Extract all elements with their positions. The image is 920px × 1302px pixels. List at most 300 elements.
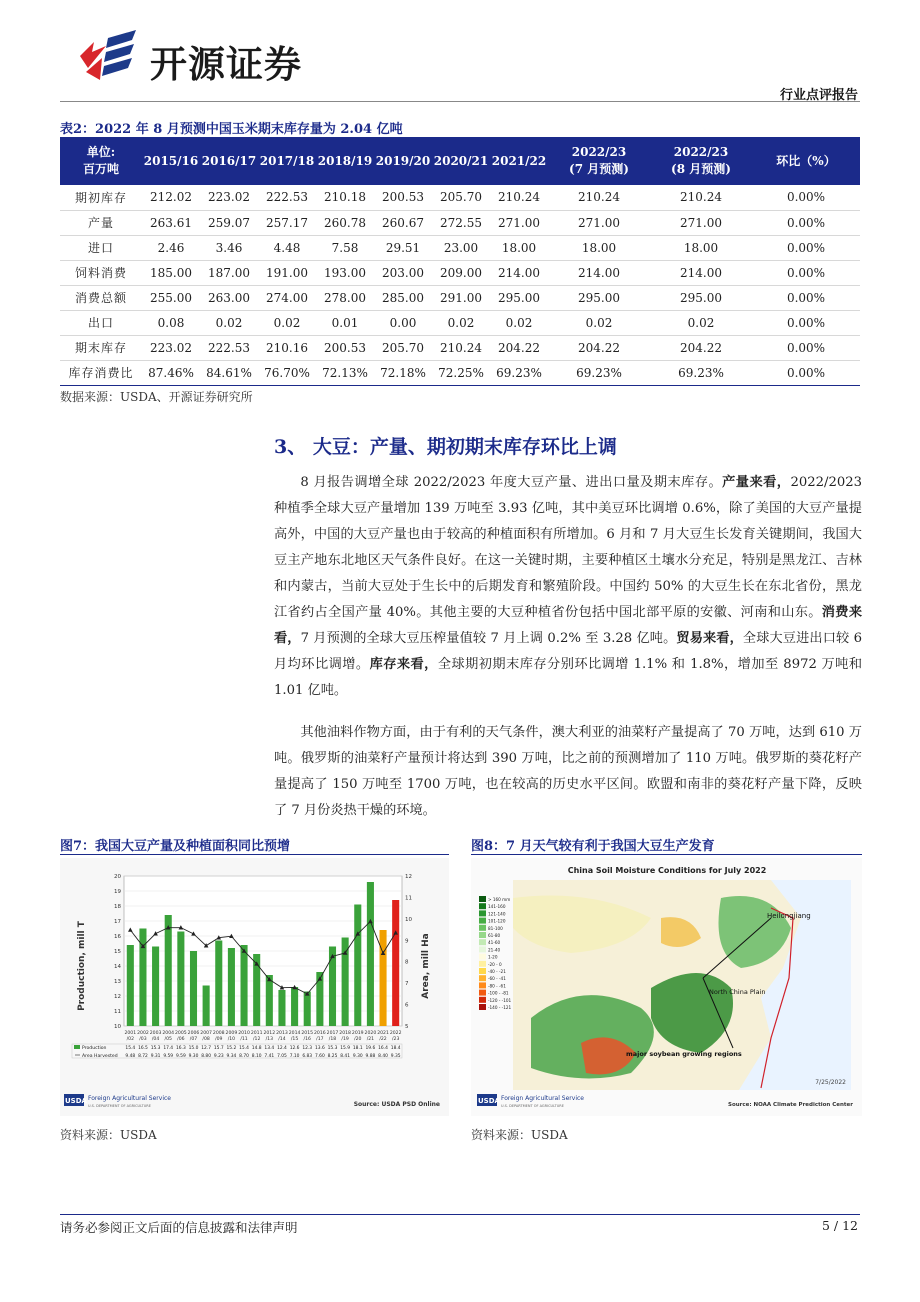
figure8-top-rule — [471, 854, 862, 855]
production-value-label: 13.6 — [314, 1046, 325, 1051]
projection-august-header: 2022/23 (8 月预测) — [671, 145, 731, 176]
agency-subtitle: U.S. DEPARTMENT OF AGRICULTURE — [88, 1104, 151, 1108]
legend-label: -60 - -41 — [488, 976, 506, 982]
table-cell: 210.24 — [548, 185, 650, 210]
table-cell: 205.70 — [432, 185, 490, 210]
legend-label: 81-100 — [488, 925, 503, 931]
table-cell: 69.23% — [650, 360, 752, 385]
production-bar — [165, 915, 172, 1026]
table-cell: 257.17 — [258, 210, 316, 235]
company-logo-icon — [78, 28, 140, 84]
y-tick-label: 11 — [114, 1009, 121, 1015]
production-bar — [228, 948, 235, 1026]
table-cell: 0.00% — [752, 185, 860, 210]
column-header: 2020/21 — [433, 153, 489, 168]
legend-swatch — [479, 918, 486, 924]
table-cell: 210.24 — [490, 185, 548, 210]
table-cell: 222.53 — [258, 185, 316, 210]
table-cell: 2.46 — [142, 235, 200, 260]
production-value-label: 15.2 — [226, 1046, 237, 1051]
x-tick-label: 2021 — [377, 1031, 389, 1036]
production-value-label: 15.4 — [239, 1046, 249, 1051]
table-cell: 274.00 — [258, 285, 316, 310]
table-cell: 7.58 — [316, 235, 374, 260]
table-cell: 18.00 — [650, 235, 752, 260]
x-tick-label: /04 — [151, 1037, 160, 1042]
area-value-label: 8.80 — [201, 1054, 212, 1059]
legend-label: 101-120 — [488, 918, 506, 924]
table-cell: 204.22 — [650, 335, 752, 360]
y-axis-label: Production, mill T — [77, 921, 87, 1011]
table-cell: 4.48 — [258, 235, 316, 260]
area-value-label: 9.34 — [226, 1054, 237, 1059]
production-value-label: 12.4 — [277, 1046, 287, 1051]
area-value-label: 9.88 — [365, 1054, 376, 1059]
paragraph-other-oilseeds: 其他油料作物方面，由于有利的天气条件，澳大利亚的油菜籽产量提高了 70 万吨，达到 610 万吨。俄罗斯的油菜籽产量预计将达到 390 万吨，比之前的预测增加了 110 万吨。俄罗斯的葵花籽产量提高了 150 万吨至 1700 万吨，也在较高的历史水平区间。欧盟和南非的葵花籽产量下降，反映了 7 月份炎热干燥的环境。 — [274, 725, 862, 818]
table-cell: 295.00 — [548, 285, 650, 310]
legend-swatch — [479, 997, 486, 1003]
table-cell: 191.00 — [258, 260, 316, 285]
legend-swatch — [479, 1004, 486, 1010]
x-tick-label: 2019 — [351, 1031, 364, 1036]
table-cell: 18.00 — [548, 235, 650, 260]
table-cell: 295.00 — [490, 285, 548, 310]
projection-july-header: 2022/23 (7 月预测) — [569, 145, 629, 176]
table-cell: 271.00 — [548, 210, 650, 235]
page-number: 5 / 12 — [821, 1218, 858, 1233]
table-cell: 187.00 — [200, 260, 258, 285]
table-cell: 0.01 — [316, 310, 374, 335]
row-label: 期初库存 — [60, 185, 142, 210]
production-value-label: 18.4 — [390, 1046, 401, 1051]
table-cell: 0.02 — [432, 310, 490, 335]
x-tick-label: /22 — [379, 1037, 387, 1042]
production-value-label: 17.4 — [163, 1046, 174, 1051]
x-tick-label: /21 — [366, 1037, 375, 1042]
column-header: 2021/22 — [491, 153, 547, 168]
row-label: 出口 — [60, 310, 142, 335]
figure7-box — [60, 858, 449, 1116]
table-cell: 210.24 — [650, 185, 752, 210]
table-cell: 203.00 — [374, 260, 432, 285]
table-row — [60, 235, 860, 260]
legend-swatch — [479, 946, 486, 952]
y2-tick-label: 9 — [405, 938, 409, 945]
svg-text:USDA: USDA — [65, 1097, 87, 1105]
table-row — [60, 285, 860, 310]
figure8-source: 资料来源：USDA — [471, 1128, 568, 1142]
legend-swatch — [479, 975, 486, 981]
table-cell: 69.23% — [490, 360, 548, 385]
area-value-label: 7.41 — [264, 1054, 275, 1059]
y-tick-label: 19 — [114, 889, 121, 895]
table-cell: 72.25% — [432, 360, 490, 385]
table-cell: 272.55 — [432, 210, 490, 235]
x-tick-label: 2005 — [175, 1031, 187, 1036]
legend-label: 1-20 — [488, 954, 498, 960]
map-title: China Soil Moisture Conditions for July 2022 — [567, 866, 767, 875]
production-value-label: 15.7 — [213, 1046, 224, 1051]
production-bar — [329, 947, 336, 1027]
legend-label: > 160 mm — [488, 897, 511, 902]
x-tick-label: 2012 — [263, 1031, 276, 1036]
soybean-production-chart — [60, 858, 449, 1116]
table-cell: 200.53 — [374, 185, 432, 210]
production-value-label: 12.6 — [289, 1046, 300, 1051]
production-bar — [190, 951, 197, 1026]
table-cell: 76.70% — [258, 360, 316, 385]
production-bar — [291, 987, 298, 1026]
row-label: 产量 — [60, 210, 142, 235]
legend-label: 121-140 — [488, 911, 506, 917]
table-cell: 0.00% — [752, 260, 860, 285]
x-tick-label: 2011 — [250, 1031, 263, 1036]
x-tick-label: /16 — [303, 1037, 311, 1042]
row-label: 进口 — [60, 235, 142, 260]
figure7-source: 资料来源：USDA — [60, 1128, 157, 1142]
table-cell: 223.02 — [200, 185, 258, 210]
x-tick-label: 2020 — [364, 1031, 377, 1036]
production-bar — [241, 945, 248, 1026]
legend-label: -40 - -21 — [488, 969, 506, 974]
area-value-label: 9.23 — [213, 1054, 224, 1059]
x-tick-label: 2007 — [200, 1031, 212, 1036]
table-area-label: Area Harvested — [82, 1054, 118, 1059]
production-bar — [392, 900, 399, 1026]
area-value-label: 9.59 — [175, 1054, 186, 1059]
production-value-label: 15.9 — [340, 1046, 351, 1051]
x-tick-label: 2015 — [301, 1031, 314, 1036]
table-cell: 263.00 — [200, 285, 258, 310]
y-tick-label: 16 — [114, 934, 121, 940]
row-label: 消费总额 — [60, 285, 142, 310]
table-cell: 0.00% — [752, 310, 860, 335]
area-value-label: 9.30 — [188, 1054, 199, 1059]
y-tick-label: 17 — [114, 919, 121, 925]
table-cell: 260.78 — [316, 210, 374, 235]
table-cell: 84.61% — [200, 360, 258, 385]
label-major-regions: major soybean growing regions — [626, 1050, 742, 1058]
label-heilongjiang: Heilongjiang — [767, 912, 811, 920]
production-value-label: 19.6 — [365, 1046, 376, 1051]
table-cell: 204.22 — [548, 335, 650, 360]
x-tick-label: 2006 — [187, 1031, 200, 1036]
area-value-label: 8.25 — [327, 1054, 338, 1059]
area-value-label: 7.60 — [314, 1054, 325, 1059]
area-value-label: 8.70 — [239, 1054, 249, 1059]
table-row — [60, 335, 860, 360]
legend-swatch — [479, 939, 486, 945]
x-tick-label: /03 — [139, 1037, 147, 1042]
unit-header: 单位: 百万吨 — [82, 145, 119, 176]
y-tick-label: 18 — [114, 904, 121, 910]
x-tick-label: 2014 — [288, 1031, 301, 1036]
production-bar — [278, 990, 285, 1026]
table-cell: 193.00 — [316, 260, 374, 285]
production-value-label: 12.3 — [302, 1046, 313, 1051]
x-tick-label: 2008 — [212, 1031, 225, 1036]
table-cell: 0.00% — [752, 210, 860, 235]
production-value-label: 18.1 — [352, 1046, 363, 1051]
area-value-label: 8.41 — [340, 1054, 351, 1059]
table-cell: 255.00 — [142, 285, 200, 310]
table-cell: 205.70 — [374, 335, 432, 360]
table-cell: 23.00 — [432, 235, 490, 260]
table-cell: 210.24 — [432, 335, 490, 360]
table-cell: 0.00% — [752, 360, 860, 385]
agency-subtitle: U.S. DEPARTMENT OF AGRICULTURE — [501, 1104, 564, 1108]
y2-tick-label: 11 — [405, 895, 412, 902]
table-cell: 271.00 — [490, 210, 548, 235]
table-cell: 223.02 — [142, 335, 200, 360]
row-label: 期末库存 — [60, 335, 142, 360]
legend-label: -80 - -61 — [488, 983, 506, 989]
x-tick-label: 2016 — [314, 1031, 326, 1036]
production-bar — [215, 941, 222, 1027]
table-cell: 222.53 — [200, 335, 258, 360]
table-production-swatch — [74, 1045, 80, 1049]
legend-label: 41-60 — [488, 940, 501, 946]
production-bar — [266, 975, 273, 1026]
table-cell: 263.61 — [142, 210, 200, 235]
legend-swatch — [479, 954, 486, 960]
y-tick-label: 15 — [114, 949, 121, 955]
table-row — [60, 185, 860, 210]
production-bar — [380, 930, 387, 1026]
y2-tick-label: 6 — [405, 1002, 409, 1009]
table-cell: 3.46 — [200, 235, 258, 260]
x-tick-label: 2004 — [162, 1031, 175, 1036]
x-tick-label: 2003 — [149, 1031, 162, 1036]
table-cell: 0.00% — [752, 235, 860, 260]
table-source: 数据来源：USDA、开源证券研究所 — [60, 390, 253, 404]
x-tick-label: /05 — [164, 1037, 172, 1042]
legend-swatch — [479, 925, 486, 931]
legend-swatch — [479, 932, 486, 938]
production-bar — [203, 986, 210, 1027]
table-cell: 0.00% — [752, 285, 860, 310]
legend-swatch — [479, 896, 486, 902]
table-cell: 185.00 — [142, 260, 200, 285]
table-row — [60, 210, 860, 235]
table-cell: 0.08 — [142, 310, 200, 335]
y-tick-label: 20 — [114, 874, 121, 880]
legend-label: 21-40 — [488, 947, 501, 953]
legend-label: -120 - -101 — [488, 997, 512, 1003]
table-cell: 0.02 — [650, 310, 752, 335]
table-cell: 18.00 — [490, 235, 548, 260]
x-tick-label: 2017 — [326, 1031, 339, 1036]
legend-swatch — [479, 903, 486, 909]
table-cell: 69.23% — [548, 360, 650, 385]
x-tick-label: /18 — [328, 1037, 337, 1042]
production-bar — [152, 947, 159, 1027]
area-value-label: 7.10 — [289, 1054, 300, 1059]
figure7-top-rule — [60, 854, 449, 855]
column-header: 2017/18 — [259, 153, 315, 168]
label-north-china-plain: North China Plain — [709, 988, 766, 996]
production-value-label: 16.4 — [378, 1046, 388, 1051]
map-date-stamp: 7/25/2022 — [815, 1079, 846, 1086]
x-tick-label: /19 — [341, 1037, 349, 1042]
table-cell: 209.00 — [432, 260, 490, 285]
y-tick-label: 14 — [114, 964, 121, 970]
table-cell: 271.00 — [650, 210, 752, 235]
row-label: 库存消费比 — [60, 360, 142, 385]
row-label: 饲料消费 — [60, 260, 142, 285]
column-header: 2016/17 — [201, 153, 257, 168]
report-type: 行业点评报告 — [779, 88, 858, 103]
x-tick-label: /20 — [354, 1037, 362, 1042]
table-cell: 0.00% — [752, 335, 860, 360]
table-cell: 295.00 — [650, 285, 752, 310]
x-tick-label: 2001 — [124, 1031, 137, 1036]
table-cell: 87.46% — [142, 360, 200, 385]
x-tick-label: /06 — [177, 1037, 185, 1042]
legend-label: -140 - -121 — [488, 1005, 512, 1010]
production-bar — [367, 882, 374, 1026]
header-divider — [60, 101, 860, 102]
y-tick-label: 13 — [114, 979, 121, 985]
svg-text:USDA: USDA — [478, 1097, 500, 1105]
production-value-label: 15.3 — [150, 1046, 161, 1051]
table-cell: 72.18% — [374, 360, 432, 385]
soil-moisture-map — [471, 858, 862, 1116]
x-tick-label: /15 — [290, 1037, 299, 1042]
chart-credit: Source: USDA PSD Online — [353, 1101, 440, 1108]
production-value-label: 16.5 — [138, 1046, 148, 1051]
table-cell: 291.00 — [432, 285, 490, 310]
table-row — [60, 260, 860, 285]
production-value-label: 15.4 — [125, 1046, 136, 1051]
map-credit: Source: NOAA Climate Prediction Center — [728, 1102, 853, 1108]
table-cell: 0.02 — [200, 310, 258, 335]
table-cell: 210.16 — [258, 335, 316, 360]
x-tick-label: 2018 — [339, 1031, 351, 1036]
legend-label: 141-160 — [488, 904, 506, 910]
production-bar — [304, 992, 311, 1027]
corn-balance-table — [60, 137, 860, 386]
area-value-label: 9.48 — [125, 1054, 136, 1059]
paragraph-soybean: 8 月报告调增全球 2022/2023 年度大豆产量、进出口量及期末库存。产量来看，2022/2023 种植季全球大豆产量增加 139 万吨至 3.93 亿吨，其中美豆环比调增 0.6%，除了美国的大豆产量提高外，中国的大豆产量也由于较高的种植面积有所增加。6 月和 7 月大豆生长发育关键期间，我国大豆主产地东北地区天气条件良好。在这一关键时期，主要种植区土壤水分充足，特别是黑龙江、吉林和内蒙古，当前大豆处于生长中的后期发育和繁殖阶段。中国约 50% 的大豆生长在东北省份，黑龙江省约占全国产量 40%。其他主要的大豆种植省份包括中国北部平原的安徽、河南和山东。消费来看，7 月预测的全球大豆压榨量值较 7 月上调 0.2% 至 3.28 亿吨。贸易来看，全球大豆进出口较 6 月均环比调增。库存来看，全球期初期末库存分别环比调增 1.1% 和 1.8%，增加至 8972 万吨和 1.01 亿吨。 — [274, 475, 863, 698]
table-cell: 0.02 — [258, 310, 316, 335]
table-cell: 72.13% — [316, 360, 374, 385]
section-heading: 3、 大豆：产量、期初期末库存环比上调 — [274, 436, 617, 458]
figure7-title: 图7：我国大豆产量及种植面积同比预增 — [60, 839, 291, 854]
legend-label: -100 - -81 — [488, 990, 509, 996]
x-tick-label: /09 — [215, 1037, 223, 1042]
x-tick-label: /08 — [202, 1037, 210, 1042]
x-tick-label: /13 — [265, 1037, 274, 1042]
area-value-label: 8.10 — [251, 1054, 262, 1059]
production-value-label: 14.8 — [251, 1046, 262, 1051]
table-cell: 214.00 — [548, 260, 650, 285]
table-cell: 204.22 — [490, 335, 548, 360]
legend-swatch — [479, 968, 486, 974]
x-tick-label: /17 — [316, 1037, 324, 1042]
table-cell: 260.67 — [374, 210, 432, 235]
table-cell: 29.51 — [374, 235, 432, 260]
x-tick-label: /11 — [240, 1037, 248, 1042]
x-tick-label: 2009 — [225, 1031, 238, 1036]
table-cell: 212.02 — [142, 185, 200, 210]
production-value-label: 16.3 — [175, 1046, 186, 1051]
x-tick-label: /12 — [252, 1037, 261, 1042]
production-value-label: 15.0 — [188, 1046, 199, 1051]
table-cell: 0.00 — [374, 310, 432, 335]
legend-swatch — [479, 961, 486, 967]
legend-swatch — [479, 910, 486, 916]
y2-tick-label: 12 — [405, 874, 412, 880]
production-value-label: 13.4 — [264, 1046, 275, 1051]
table-cell: 259.07 — [200, 210, 258, 235]
table-cell: 200.53 — [316, 335, 374, 360]
company-name: 开源证券 — [150, 43, 302, 86]
production-bar — [177, 932, 184, 1027]
area-value-label: 8.72 — [138, 1054, 148, 1059]
agency-name: Foreign Agricultural Service — [501, 1095, 584, 1102]
x-tick-label: /02 — [126, 1037, 135, 1042]
production-bar — [127, 945, 134, 1026]
x-tick-label: 2022 — [389, 1031, 402, 1036]
table-cell: 285.00 — [374, 285, 432, 310]
legend-label: -20 - 0 — [488, 961, 502, 967]
production-bar — [354, 905, 361, 1027]
table-row — [60, 310, 860, 335]
footer-disclaimer: 请务必参阅正文后面的信息披露和法律声明 — [60, 1220, 298, 1235]
x-tick-label: /14 — [278, 1037, 286, 1042]
production-value-label: 15.3 — [327, 1046, 338, 1051]
legend-swatch — [479, 982, 486, 988]
x-tick-label: 2002 — [137, 1031, 149, 1036]
y-tick-label: 10 — [114, 1024, 121, 1030]
area-value-label: 9.30 — [352, 1054, 363, 1059]
table-cell: 278.00 — [316, 285, 374, 310]
table-row — [60, 360, 860, 385]
column-header: 2015/16 — [143, 153, 199, 168]
area-value-label: 9.35 — [390, 1054, 401, 1059]
y-tick-label: 12 — [114, 994, 121, 1000]
figure8-title: 图8：7 月天气较有利于我国大豆生产发育 — [471, 839, 715, 854]
table-cell: 210.18 — [316, 185, 374, 210]
table-cell: 214.00 — [650, 260, 752, 285]
agency-name: Foreign Agricultural Service — [88, 1095, 171, 1102]
y2-tick-label: 7 — [405, 981, 409, 988]
area-value-label: 7.05 — [277, 1054, 287, 1059]
y2-tick-label: 10 — [405, 916, 412, 923]
y2-tick-label: 8 — [405, 959, 409, 966]
production-value-label: 12.7 — [201, 1046, 212, 1051]
y2-axis-label: Area, mill Ha — [421, 933, 431, 999]
legend-label: 61-80 — [488, 933, 501, 938]
x-tick-label: 2013 — [276, 1031, 288, 1036]
x-tick-label: /23 — [391, 1037, 400, 1042]
x-tick-label: /10 — [227, 1037, 236, 1042]
area-value-label: 9.31 — [150, 1054, 161, 1059]
area-value-label: 8.40 — [378, 1054, 388, 1059]
column-header: 2019/20 — [375, 153, 431, 168]
table-cell: 0.02 — [490, 310, 548, 335]
table-title: 表2：2022 年 8 月预测中国玉米期末库存量为 2.04 亿吨 — [60, 122, 403, 137]
table-cell: 214.00 — [490, 260, 548, 285]
legend-swatch — [479, 990, 486, 996]
table-production-label: Production — [82, 1046, 107, 1051]
area-value-label: 6.83 — [302, 1054, 313, 1059]
y2-tick-label: 5 — [405, 1024, 409, 1030]
column-header: 2018/19 — [317, 153, 373, 168]
change-header: 环比（%） — [776, 153, 836, 168]
area-value-label: 9.59 — [163, 1054, 174, 1059]
